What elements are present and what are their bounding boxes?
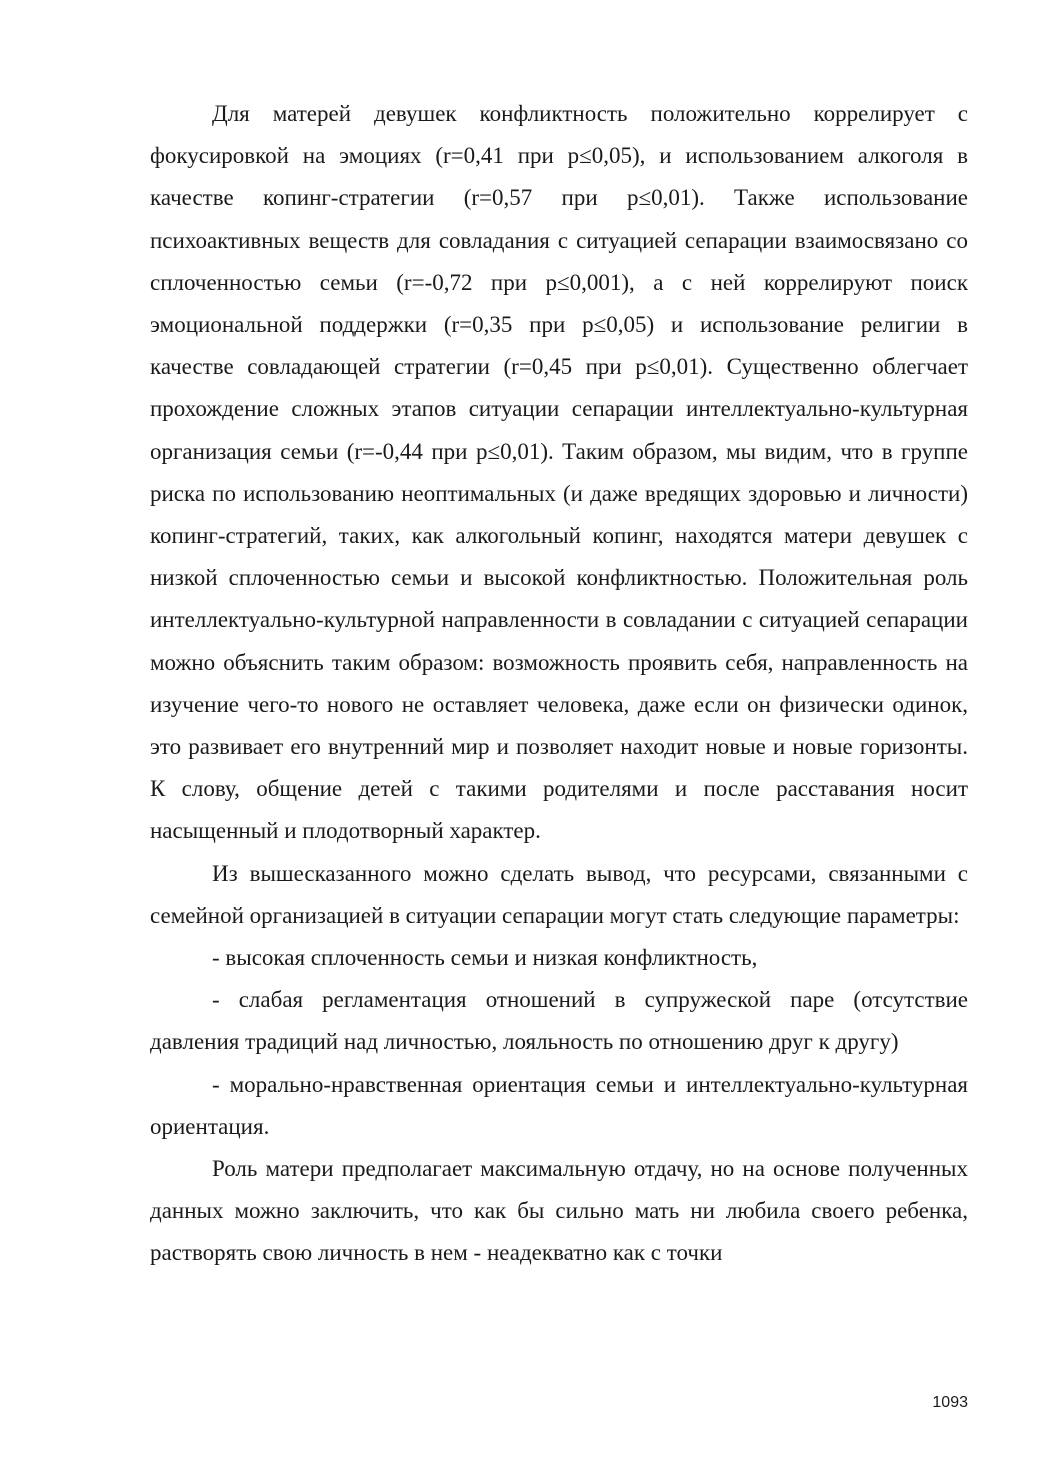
paragraph-correlations: Для матерей девушек конфликтность положительно коррелирует с фокусировкой на эмоциях (r=0,41 при p≤0,05), и использованием алкоголя в качестве копинг-стратегии (r=0,57 при p≤0,01). Также использование психоактивных веществ для совладания с ситуацией сепарации взаимосвязано со сплоченностью семьи (r=-0,72 при p≤0,001), а с ней коррелируют поиск эмоциональной поддержки (r=0,35 при p≤0,05) и использование религии в качестве совладающей стратегии (r=0,45 при p≤0,01). Существенно облегчает прохождение сложных этапов ситуации сепарации интеллектуально-культурная организация семьи (r=-0,44 при p≤0,01). Таким образом, мы видим, что в группе риска по использованию неоптимальных (и даже вредящих здоровью и личности) копинг-стратегий, таких, как алкогольный копинг, находятся матери девушек с низкой сплоченностью семьи и высокой конфликтностью. Положительная роль интеллектуально-культурной направленности в совладании с ситуацией сепарации можно объяснить таким образом: возможность проявить себя, направленность на изучение чего-то нового не оставляет человека, даже если он физически одинок, это развивает его внутренний мир и позволяет находит новые и новые горизонты. К слову, общение детей с такими родителями и после расставания носит насыщенный и плодотворный характер.: [150, 101, 968, 844]
list-item-orientation: - морально-нравственная ориентация семьи и интеллектуально-культурная ориентация.: [150, 1071, 968, 1139]
paragraph-mother-role: Роль матери предполагает максимальную отдачу, но на основе полученных данных можно заключить, что как бы сильно мать ни любила своего ребенка, растворять свою личность в нем - неадекватно как с точки: [150, 1156, 968, 1266]
list-item-cohesion: - высокая сплоченность семьи и низкая конфликтность,: [212, 945, 758, 971]
page-number: 1093: [932, 1394, 968, 1411]
paragraph-conclusion-intro: Из вышесказанного можно сделать вывод, что ресурсами, связанными с семейной организацией в ситуации сепарации могут стать следующие параметры:: [150, 860, 968, 928]
list-item-regulation: - слабая регламентация отношений в супружеской паре (отсутствие давления традиций над личностью, лояльность по отношению друг к другу): [150, 987, 968, 1055]
body-text: [150, 93, 968, 1275]
